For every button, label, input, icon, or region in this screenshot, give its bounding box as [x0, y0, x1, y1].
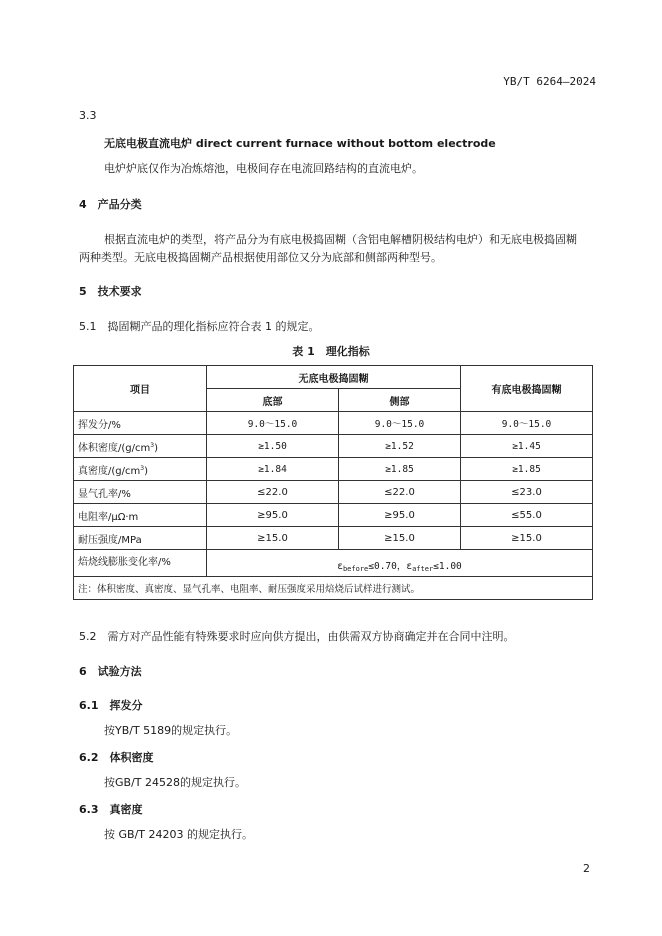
section-6-1-text: 按YB/T 5189的规定执行。 — [104, 724, 238, 737]
cell-with: 9.0～15.0 — [461, 412, 593, 435]
cell-side: ≥15.0 — [339, 527, 461, 550]
cell-side: 9.0～15.0 — [339, 412, 461, 435]
cell-with: ≥1.45 — [461, 435, 593, 458]
row-item: 耐压强度/MPa — [74, 527, 207, 550]
table-note-row — [74, 577, 593, 600]
cell-with: ≤23.0 — [461, 481, 593, 504]
header-side: 侧部 — [339, 389, 461, 412]
section-6-3-text: 按 GB/T 24203 的规定执行。 — [104, 828, 253, 841]
cell-bottom: ≤22.0 — [207, 481, 339, 504]
row-item: 挥发分/% — [74, 412, 207, 435]
properties-table — [73, 365, 593, 600]
row-item: 电阻率/μΩ·m — [74, 504, 207, 527]
row-item: 显气孔率/% — [74, 481, 207, 504]
header-bottom: 底部 — [207, 389, 339, 412]
table-row — [74, 435, 593, 458]
table-row — [74, 504, 593, 527]
table-row-expansion — [74, 550, 593, 577]
cell-side: ≥1.52 — [339, 435, 461, 458]
row-item: 焙烧线膨胀变化率/% — [74, 550, 207, 577]
cell-side: ≥1.85 — [339, 458, 461, 481]
section-6-heading: 6 试验方法 — [79, 665, 142, 678]
term-chinese: 无底电极直流电炉 — [104, 137, 192, 150]
table-row — [74, 527, 593, 550]
header-item: 项目 — [74, 366, 207, 412]
section-6-2-heading: 6.2 体积密度 — [79, 751, 154, 764]
page-number: 2 — [583, 862, 590, 875]
cell-bottom: 9.0～15.0 — [207, 412, 339, 435]
cell-bottom: ≥1.84 — [207, 458, 339, 481]
section-6-3-heading: 6.3 真密度 — [79, 803, 143, 816]
table-title: 表 1 理化指标 — [292, 345, 370, 358]
table-row — [74, 481, 593, 504]
term-definition: 电炉炉底仅作为冶炼熔池，电极间存在电流回路结构的直流电炉。 — [104, 162, 423, 175]
section-4-paragraph-line1: 根据直流电炉的类型，将产品分为有底电极捣固糊（含铝电解槽阴极结构电炉）和无底电极捣固糊 — [104, 233, 577, 246]
clause-5-2: 5.2 需方对产品性能有特殊要求时应向供方提出，由供需双方协商确定并在合同中注明。 — [79, 630, 515, 643]
section-4-paragraph-line2: 两种类型。无底电极捣固糊产品根据使用部位又分为底部和侧部两种型号。 — [79, 251, 442, 264]
section-6-2-text: 按GB/T 24528的规定执行。 — [104, 776, 246, 789]
cell-bottom: ≥95.0 — [207, 504, 339, 527]
document-code: YB/T 6264—2024 — [503, 75, 596, 88]
cell-with: ≥1.85 — [461, 458, 593, 481]
cell-side: ≤22.0 — [339, 481, 461, 504]
header-no-bottom-electrode: 无底电极捣固糊 — [207, 366, 461, 389]
cell-bottom: ≥1.50 — [207, 435, 339, 458]
cell-with: ≥15.0 — [461, 527, 593, 550]
cell-side: ≥95.0 — [339, 504, 461, 527]
table-row — [74, 458, 593, 481]
cell-expansion-values: $\varepsilon_{before}\le 0.70$，$\varepsilon_{after}\le 1.00$ — [207, 550, 593, 577]
cell-with: ≤55.0 — [461, 504, 593, 527]
table-note: 注：体积密度、真密度、显气孔率、电阻率、耐压强度采用焙烧后试样进行测试。 — [74, 577, 593, 600]
row-item: 真密度$/(g/cm^3)$ — [74, 458, 207, 481]
section-3-3-number: 3.3 — [79, 109, 97, 122]
header-with-bottom-electrode: 有底电极捣固糊 — [461, 366, 593, 412]
section-4-heading: 4 产品分类 — [79, 198, 142, 211]
section-6-1-heading: 6.1 挥发分 — [79, 699, 143, 712]
cell-bottom: ≥15.0 — [207, 527, 339, 550]
row-item: 体积密度$/(g/cm^3)$ — [74, 435, 207, 458]
term-english: direct current furnace without bottom electrode — [195, 137, 496, 150]
section-5-heading: 5 技术要求 — [79, 285, 142, 298]
table-row — [74, 412, 593, 435]
term-heading — [104, 135, 496, 151]
clause-5-1: 5.1 捣固糊产品的理化指标应符合表 1 的规定。 — [79, 320, 320, 333]
